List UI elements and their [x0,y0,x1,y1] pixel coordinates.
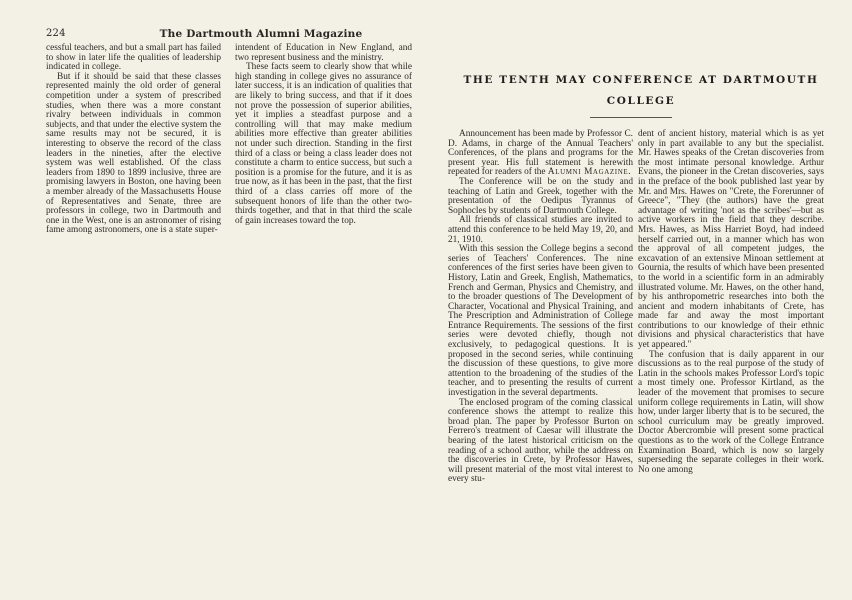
paragraph: But if it should be said that these classes represented mainly the old order of general competition under a system of prescribed studies, when there was a more constant rivalry between individuals in common subjects, and that under the elective system the same results may not be secured, it is interesting to observe the record of the class leaders in the nineties, after the elective system was well established. Of the class leaders from 1890 to 1899 inclusive, three are promising lawyers in Boston, one having been a member already of the Massachusetts House of Representatives and Senate, three are professors in college, two in Dartmouth and one in the West, one is an astronomer of rising fame among astronomers, one is a state super- [46,71,221,236]
page-number: 224 [46,28,66,39]
paragraph: dent of ancient history, material which is as yet only in part available to any but the specialist. Mr. Hawes speaks of the Cretan discoveries from the most intimate personal knowledge. Arthur Evans, the pioneer in the Cretan discoveries, says in the preface of the book published last year by Mr. and Mrs. Hawes on "Crete, the Forerunner of Greece", "They (the authors) have the great advantage of writing 'not as the scribes'—but as active workers in the field that they describe. Mrs. Hawes, as Miss Harriet Boyd, had indeed herself carried out, in a manner which has won the approval of all competent judges, the excavation of an extensive Minoan settlement at Gournia, the results of which have been presented to the world in a scientific form in an admirably illustrated volume. Mr. Hawes, on the other hand, by his anthropometric researches into both the ancient and modern inhabitants of Crete, has made far and away the most important contributions to our knowledge of their ethnic divisions and physical characteristics that have yet appeared." [638,129,824,351]
paragraph: With this session the College begins a second series of Teachers' Conferences. The nine conferences of the first series have been given to History, Latin and Greek, English, Mathematics, French and German, Physics and Chemistry, and to the broader questions of The Development of Character, Vocational and Physical Training, and The Prescription and Administration of College Entrance Requirements. The sessions of the first series were devoted chiefly, though not exclusively, to pedagogical questions. It is proposed in the second series, while continuing the discussion of these questions, to give more attention to the broadening of the studies of the teacher, and to presenting the results of current investigation in the several departments. [448,244,633,399]
paragraph: cessful teachers, and but a small part has failed to show in later life the qualities of leadership indicated in college. [46,43,221,73]
article-title [448,70,834,112]
paragraph: These facts seem to clearly show that while high standing in college gives no assurance of later success, it is an indication of qualities that are likely to bring success, and that if it does not prove the possession of superior abilities, yet it implies a steadfast purpose and a controlling will that may make medium abilities more effective than greater abilities not under such direction. Standing in the first third of a class or being a class leader does not constitute a charm to entice success, but such a position is a promise for the future, and it is as true now, as it has been in the past, that the first third of a class carries off more of the subsequent honors of life than the other two-thirds together, and that in that third the scale of gain increases toward the top. [235,62,412,226]
left-page-column-1 [46,44,221,236]
paragraph-text: Announcement has been made by Professor C. D. Adams, in charge of the Annual Teachers' Conferences, of the plans and programs for the present year. His full statement is herewith repeated for readers of the [448,129,633,178]
paragraph: The Conference will be on the study and teaching of Latin and Greek, together with the presentation of the Oedipus Tyrannus of Sophocles by students of Dartmouth College. [448,176,633,216]
magazine-title: The Dartmouth Alumni Magazine [159,28,363,40]
right-page-column-2 [638,130,824,475]
title-rule-divider [590,117,672,118]
magazine-name: Alumni Magazine. [547,167,632,178]
paragraph: All friends of classical studies are invited to attend this conference to be held May 19, 20, and 21, 1910. [448,215,633,245]
paragraph: The confusion that is daily apparent in our discussions as to the real purpose of the study of Latin in the schools makes Professor Lord's topic a most timely one. Professor Kirtland, as the leader of the movement that promises to secure uniform college requirements in Latin, will show how, under larger liberty that is to be secured, the school curriculum may be greatly improved. Doctor Abercrombie will present some practical questions as to the work of the College Entrance Examination Board, which is now so largely superseding the separate colleges in their work. No one among [638,349,824,475]
paragraph: The enclosed program of the coming classical conference shows the attempt to realize this broad plan. The paper by Professor Burton on Ferrero's treatment of Caesar will illustrate the bearing of the latest historical criticism on the reading of a school author, while the address on the discoveries in Crete, by Professor Hawes, will present material of the most vital interest to every stu- [448,397,633,485]
paragraph [448,130,633,178]
title-line-2: COLLEGE [606,95,676,107]
title-line-1: THE TENTH MAY CONFERENCE AT DARTMOUTH [463,74,819,86]
paragraph: intendent of Education in New England, and two represent business and the ministry. [235,43,412,63]
right-page-column-1 [448,130,633,485]
left-page-column-2 [235,44,412,226]
